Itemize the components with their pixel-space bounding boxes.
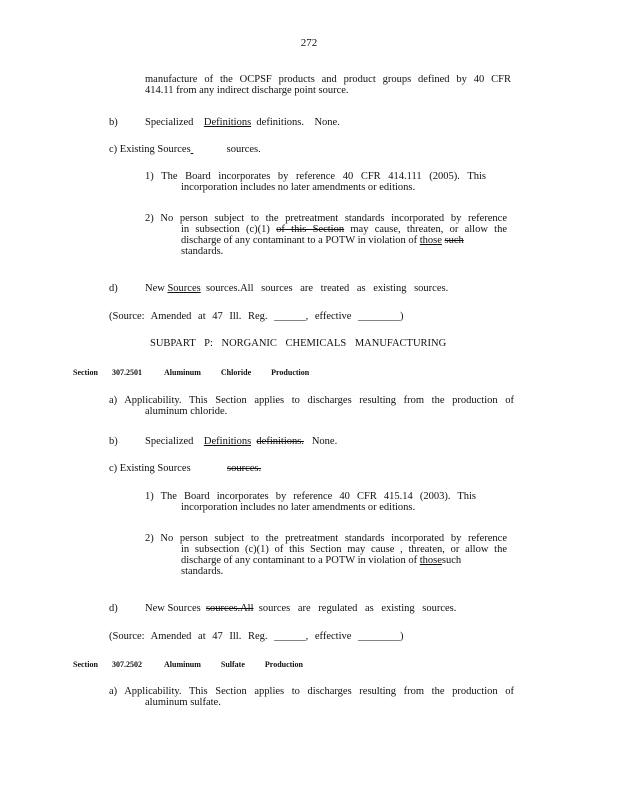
page-number: 272 <box>300 37 318 49</box>
sec2-b-line <box>145 436 337 447</box>
sec1-c2-line-2a: in subsection (c)(1) <box>181 224 270 235</box>
sec2-b-none: None. <box>311 436 338 447</box>
sec1-c2-line-2-deleted: of this Section <box>276 224 345 235</box>
intro-line-2: 414.11 from any indirect discharge point source. <box>145 85 349 96</box>
sec2-c2-line-3a: discharge of any contaminant to a POTW in violation of <box>181 555 418 566</box>
sec2-d-text: New Sources <box>145 603 201 614</box>
sec1-b-none: None. <box>314 117 340 128</box>
sec1-c2-inserted: those <box>419 235 442 246</box>
sec2-b-text: Specialized <box>145 436 194 447</box>
sec1-c-underline <box>191 144 227 155</box>
sec1-d-label: d) <box>109 283 118 294</box>
sec2-source-note: (Source: Amended at 47 Ill. Reg. ______, effective ________) <box>109 631 404 642</box>
sec1-c2-deleted: such <box>444 235 464 246</box>
sec1-source-note: (Source: Amended at 47 Ill. Reg. ______, effective ________) <box>109 311 404 322</box>
section-2502-title: Aluminum Sulfate Production <box>164 660 303 669</box>
sec1-c2-line-3a: discharge of any contaminant to a POTW in violation of <box>181 235 418 246</box>
sec1-c2-line-2 <box>145 224 507 235</box>
sec2-c1-line-2: incorporation includes no later amendments or editions. <box>181 502 416 513</box>
sec2-a-line-2: aluminum chloride. <box>145 406 228 417</box>
sec1-d-rest: sources.All sources are treated as existing sources. <box>205 283 449 294</box>
sec1-b-text: Specialized <box>145 117 194 128</box>
sec2-c2-line-3b: such <box>441 555 462 566</box>
sec2-b-inserted: Definitions <box>203 436 252 447</box>
sec2-a <box>109 395 514 417</box>
sec1-d-line <box>145 283 448 294</box>
sec2-a-line-1: a) Applicability. This Section applies to discharges resulting from the production of <box>109 395 514 406</box>
sec2-b-label: b) <box>109 436 118 447</box>
sec3-a <box>109 686 514 708</box>
sec1-c-line <box>109 144 261 155</box>
sec2-c2-line-1: 2) No person subject to the pretreatment standards incorporated by reference <box>145 533 507 544</box>
sec2-d-line <box>145 603 456 614</box>
sec2-d-deleted: sources.All <box>205 603 254 614</box>
sec2-b-deleted: definitions. <box>256 436 304 447</box>
sec1-b-line <box>145 117 340 128</box>
sec1-c2-line-2b: may cause, threaten, or allow the <box>350 224 508 235</box>
sec1-b-label: b) <box>109 117 118 128</box>
section-2502-label: Section <box>73 660 98 669</box>
sec1-c1 <box>145 171 486 193</box>
sec2-d-label: d) <box>109 603 118 614</box>
section-2501-label: Section <box>73 368 98 377</box>
sec1-b-deleted: definitions. <box>256 117 304 128</box>
sec1-c1-line-2: incorporation includes no later amendments or editions. <box>181 182 416 193</box>
section-2502-number: 307.2502 <box>112 660 142 669</box>
sec2-c2-inserted: those <box>419 555 442 566</box>
sec2-c1 <box>145 491 476 513</box>
sec2-c2-line-4: standards. <box>181 566 224 577</box>
intro-paragraph <box>145 74 511 96</box>
sec2-c2 <box>145 533 507 577</box>
subpart-title: SUBPART P: NORGANIC CHEMICALS MANUFACTURING <box>150 338 447 349</box>
sec1-c1-line-1: 1) The Board incorporates by reference 40 CFR 414.111 (2005). This <box>145 171 486 182</box>
sec1-c2 <box>145 213 507 257</box>
sec1-d-text: New <box>145 283 165 294</box>
sec1-b-inserted: Definitions <box>203 117 252 128</box>
sec2-d-rest: sources are regulated as existing sources. <box>258 603 457 614</box>
sec3-a-line-2: aluminum sulfate. <box>145 697 221 708</box>
sec2-c-deleted: sources. <box>227 463 262 474</box>
sec1-d-inserted: Sources <box>167 283 201 294</box>
sec1-c2-line-4: standards. <box>181 246 224 257</box>
section-2501-number: 307.2501 <box>112 368 142 377</box>
sec1-c2-line-3 <box>145 235 507 246</box>
sec2-c2-line-2: in subsection (c)(1) of this Section may cause , threaten, or allow the <box>181 544 507 555</box>
sec3-a-line-1: a) Applicability. This Section applies to discharges resulting from the production of <box>109 686 514 697</box>
sec1-c-deleted: sources. <box>226 144 261 155</box>
sec1-c2-line-1: 2) No person subject to the pretreatment standards incorporated by reference <box>145 213 507 224</box>
section-2501-title: Aluminum Chloride Production <box>164 368 310 377</box>
sec1-c-label: c) Existing Sources <box>109 144 191 155</box>
sec2-c-label: c) Existing Sources <box>109 463 191 474</box>
intro-line-1: manufacture of the OCPSF products and product groups defined by 40 CFR <box>145 74 511 85</box>
sec2-c2-line-3 <box>145 555 507 566</box>
sec2-c1-line-1: 1) The Board incorporates by reference 40 CFR 415.14 (2003). This <box>145 491 476 502</box>
